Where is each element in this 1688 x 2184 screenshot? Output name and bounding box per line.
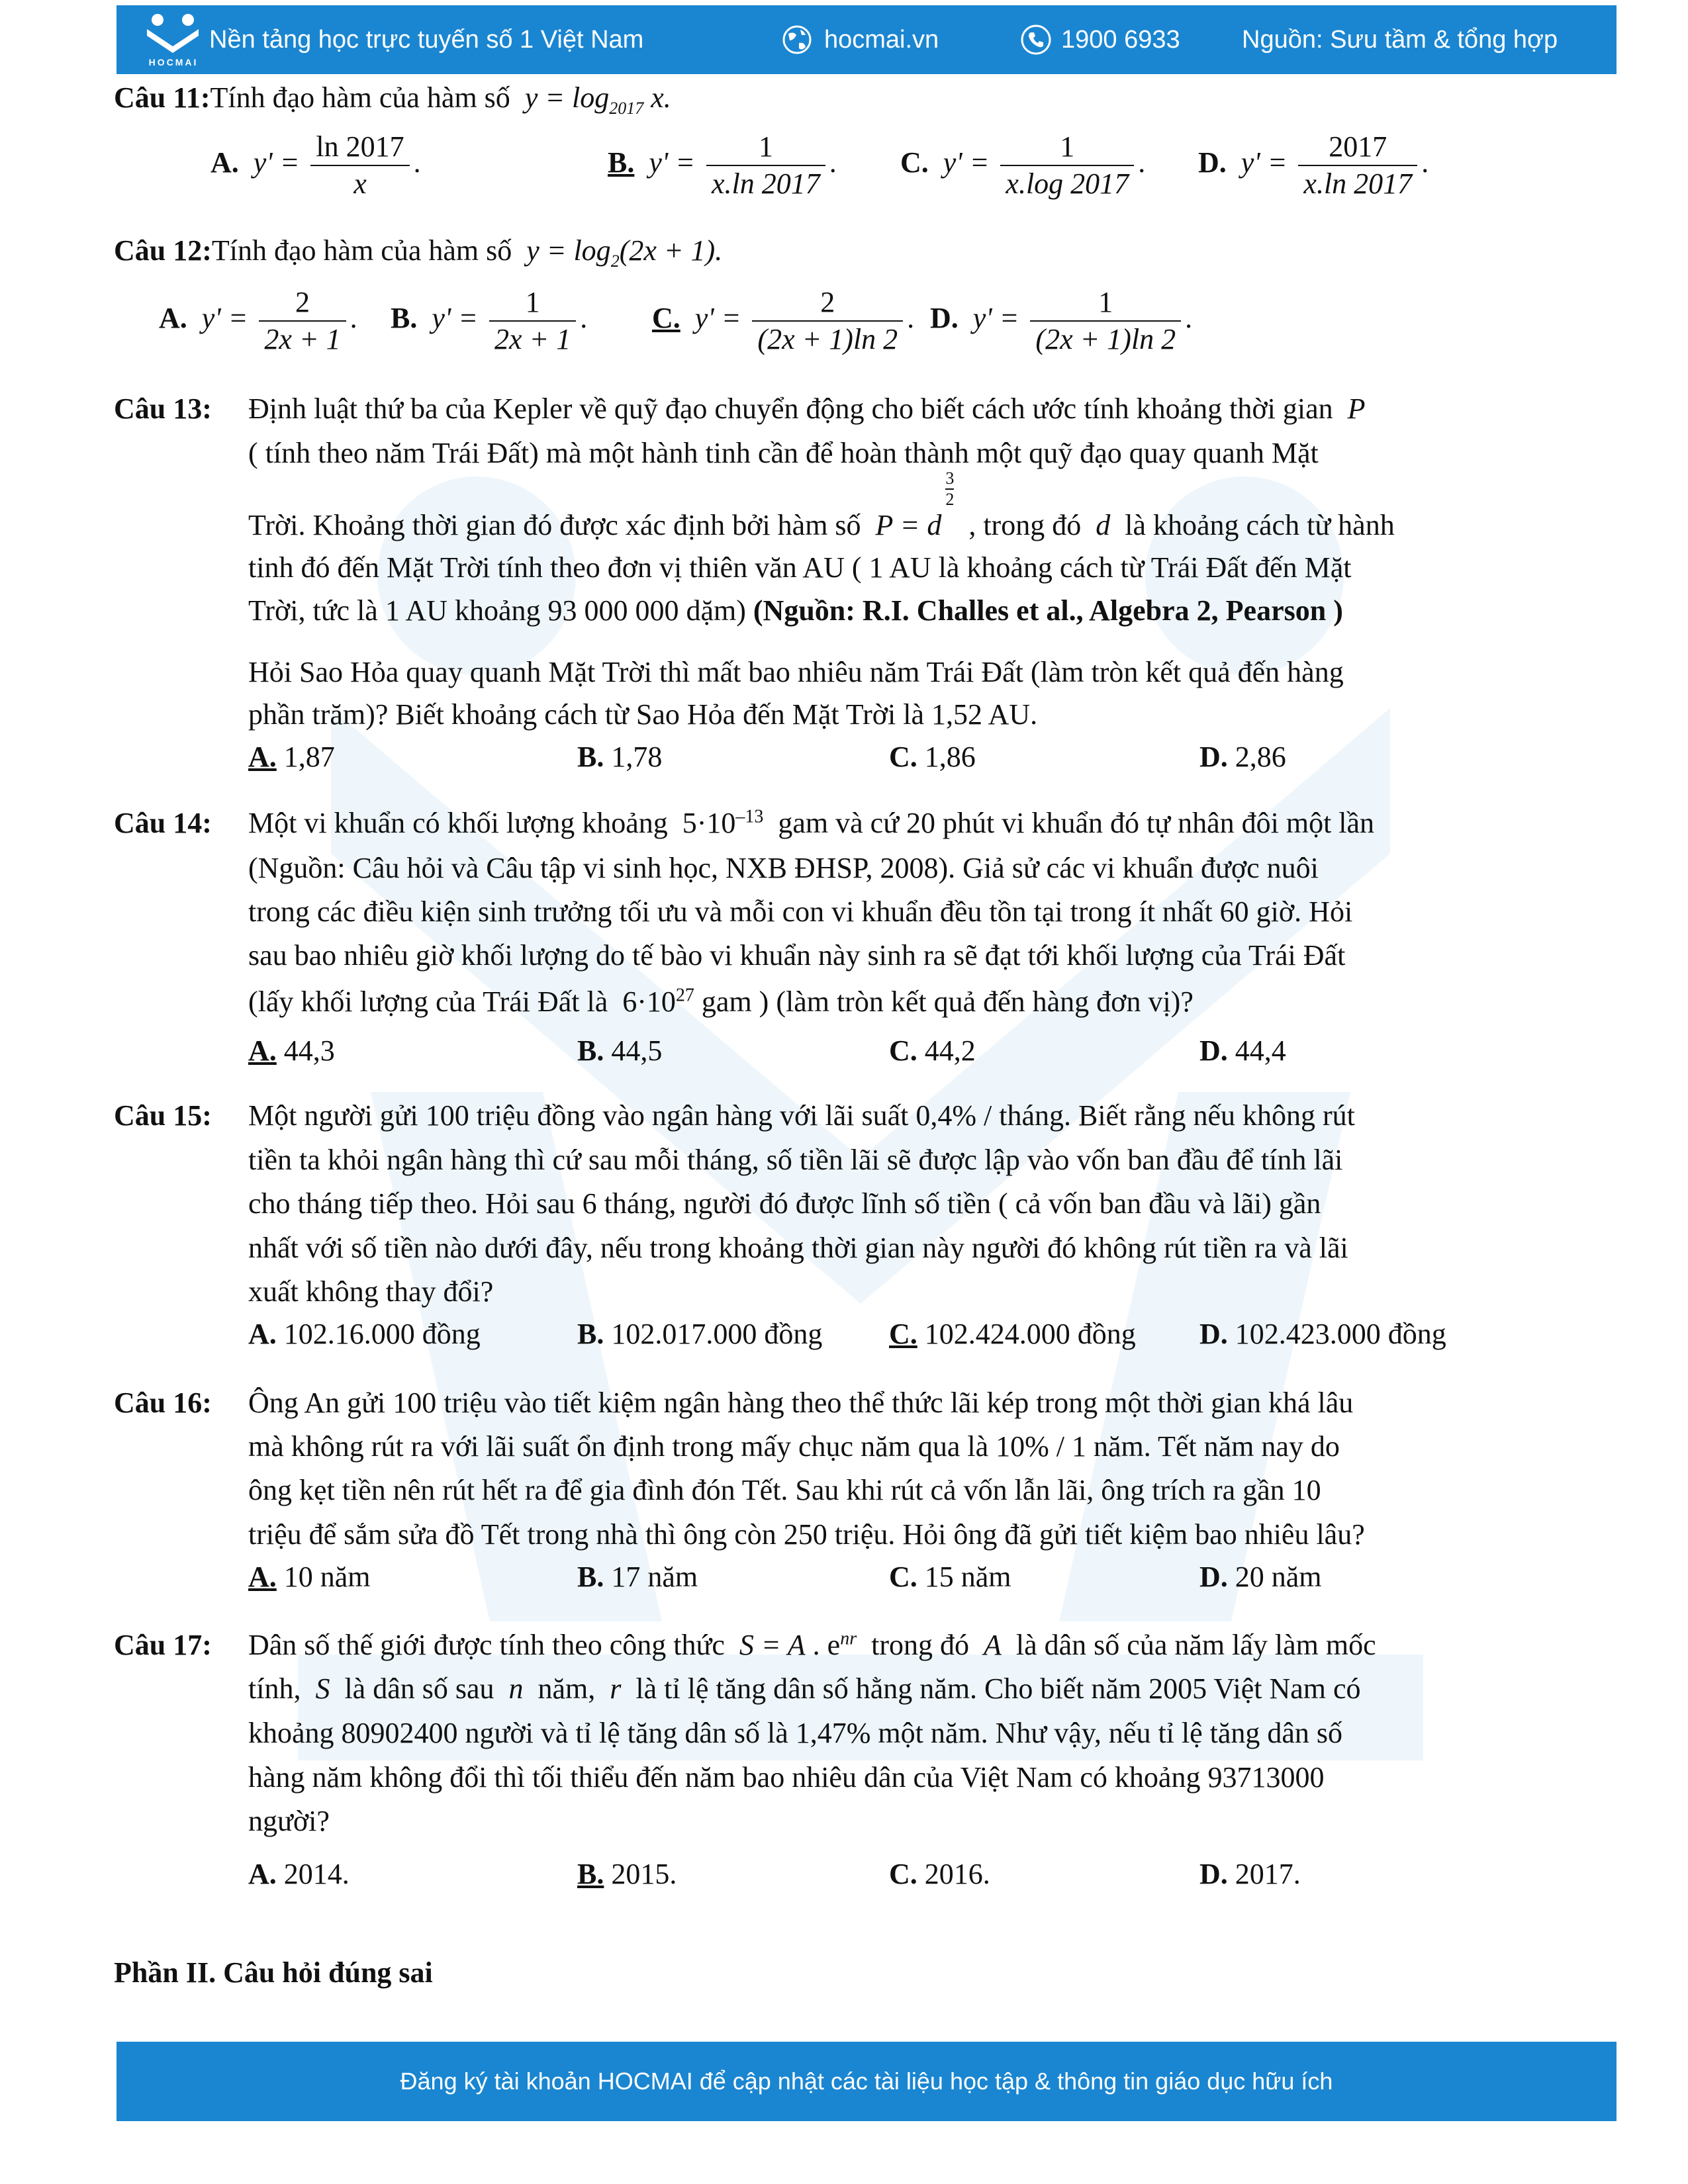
q11-b-lhs: y' = [641, 146, 695, 179]
q13-l1-text: Định luật thứ ba của Kepler về quỹ đạo chuyển động cho biết cách ước tính khoảng thời gian [248, 392, 1333, 425]
q13-var-d: d [1088, 509, 1118, 541]
q13-option-c[interactable] [889, 740, 976, 774]
q13-d-value: 2,86 [1235, 741, 1286, 773]
q11-b-den: x.ln 2017 [712, 167, 820, 200]
q14-earth-mass: $6\cdot 10^{27}$ [615, 985, 694, 1018]
q13-c-letter: C. [889, 741, 917, 773]
q11-d-letter: D. [1198, 146, 1227, 179]
q17-d-value: 2017. [1235, 1858, 1301, 1890]
q17-option-a[interactable] [248, 1857, 350, 1891]
q12-text: Tính đạo hàm của hàm số [211, 234, 512, 267]
q15-line-4: nhất với số tiền nào dưới đây, nếu trong khoảng thời gian này người đó không rút tiền ra và lãi [248, 1232, 1348, 1264]
q14-option-b[interactable] [577, 1034, 662, 1068]
q15-d-value: 102.423.000 đồng [1235, 1318, 1446, 1350]
q16-a-value: 10 năm [283, 1561, 371, 1593]
q11-b-letter: B. [608, 146, 635, 179]
q11-d-frac [1298, 129, 1417, 202]
q11-b-num: 1 [706, 129, 825, 166]
q13-option-b[interactable] [577, 740, 662, 774]
q17-b-value: 2015. [611, 1858, 677, 1890]
q13-line-7: phần trăm)? Biết khoảng cách từ Sao Hỏa đến Mặt Trời là 1,52 AU. [248, 698, 1038, 731]
q11-c-num: 1 [1000, 129, 1134, 166]
q13-var-p: P [1340, 392, 1366, 425]
q11-c-letter: C. [900, 146, 929, 179]
q13-option-a[interactable] [248, 740, 335, 774]
q14-mass: $5\cdot 10^{-13}$ [675, 806, 764, 839]
q17-label [114, 1628, 212, 1662]
q12-b-lhs: y' = [424, 302, 478, 335]
q17-l2a-text: tính, [248, 1672, 301, 1705]
q14-label [114, 806, 212, 840]
q16-line-3: ông kẹt tiền nên rút hết ra để gia đình đón Tết. Sau khi rút cả vốn lẫn lãi, ông trích ra gần 10 [248, 1474, 1321, 1506]
q12-d-lhs: y' = [965, 302, 1019, 335]
q13-a-letter: A. [248, 741, 277, 773]
q16-line-4: triệu để sắm sửa đồ Tết trong nhà thì ông còn 250 triệu. Hỏi ông đã gửi tiết kiệm bao nhiêu lâu? [248, 1518, 1365, 1551]
q12-a-den: 2x + 1 [264, 323, 341, 355]
footer-banner[interactable] [117, 2042, 1617, 2121]
q16-c-value: 15 năm [924, 1561, 1011, 1593]
q11-c-den: x.log 2017 [1006, 167, 1129, 200]
source-note: Nguồn: Sưu tầm & tổng hợp [1242, 25, 1558, 54]
q17-c-letter: C. [889, 1858, 917, 1890]
q16-label [114, 1386, 212, 1420]
q15-a-value: 102.16.000 đồng [283, 1318, 481, 1350]
q12-d-num: 1 [1030, 285, 1181, 322]
q17-line-3 [248, 1716, 1342, 1750]
q16-option-b[interactable] [577, 1560, 698, 1594]
q13-l3a-text: Trời. Khoảng thời gian đó được xác định bởi hàm số [248, 509, 861, 541]
q16-c-letter: C. [889, 1561, 917, 1593]
q14-a-letter: A. [248, 1034, 277, 1067]
q14-l5a-text: (lấy khối lượng của Trái Đất là [248, 985, 608, 1018]
q12-d-letter: D. [930, 302, 959, 335]
q17-c-value: 2016. [924, 1858, 990, 1890]
q17-option-b[interactable] [577, 1857, 677, 1891]
q17-l2b-text: là dân số sau [344, 1672, 494, 1705]
q11-c-lhs: y' = [935, 146, 990, 179]
q12-c-letter: C. [652, 302, 680, 335]
q11-option-b[interactable]: B. y' = $\frac{1}{x.\ln 2017}$ . [608, 129, 837, 202]
q14-c-value: 44,2 [924, 1034, 976, 1067]
q16-d-value: 20 năm [1235, 1561, 1322, 1593]
q12-a-num: 2 [259, 285, 346, 322]
q14-b-letter: B. [577, 1034, 604, 1067]
q14-line-4: sau bao nhiêu giờ khối lượng do tế bào vi khuẩn này sinh ra sẽ đạt tới khối lượng của Trái Đất [248, 939, 1346, 972]
q12-a-letter: A. [159, 302, 187, 335]
q13-b-value: 1,78 [611, 741, 663, 773]
q16-b-value: 17 năm [611, 1561, 698, 1593]
q12-d-den: (2x + 1)ln 2 [1035, 323, 1176, 355]
q11-option-d[interactable]: D. y' = $\frac{2017}{x.\ln 2017}$ . [1198, 129, 1429, 202]
q12-b-den: 2x + 1 [494, 323, 571, 355]
q13-line-5 [248, 594, 1343, 627]
q15-option-a[interactable] [248, 1317, 481, 1351]
q17-b-letter: B. [577, 1858, 604, 1890]
q11-a-num: ln 2017 [310, 129, 409, 166]
q12-option-c[interactable]: C. y' = $\frac{2}{(2x + 1)\ln 2}$ . [652, 285, 914, 357]
q12-stem [114, 234, 722, 271]
q13-option-d[interactable] [1199, 740, 1286, 774]
q13-source: (Nguồn: R.I. Challes et al., Algebra 2, Pearson ) [753, 594, 1343, 627]
q14-option-d[interactable] [1199, 1034, 1286, 1068]
website-text: hocmai.vn [824, 25, 939, 54]
q14-line-1 [248, 806, 1374, 840]
q12-c-frac [752, 285, 903, 357]
q13-l3b-text: , trong đó [968, 509, 1082, 541]
q12-c-lhs: y' = [687, 302, 741, 335]
q13-b-letter: B. [577, 741, 604, 773]
q16-b-letter: B. [577, 1561, 604, 1593]
q11-text: Tính đạo hàm của hàm số [210, 81, 510, 114]
q14-l5b-text: gam ) (làm tròn kết quả đến hàng đơn vị)? [701, 985, 1194, 1018]
q14-d-value: 44,4 [1235, 1034, 1286, 1067]
q14-option-c[interactable] [889, 1034, 976, 1068]
q11-b-frac [706, 129, 825, 202]
q15-option-c[interactable] [889, 1317, 1136, 1351]
q14-line-2: (Nguồn: Câu hỏi và Câu tập vi sinh học, NXB ĐHSP, 2008). Giả sử các vi khuẩn được nuôi [248, 852, 1319, 884]
q17-l1c-text: là dân số của năm lấy làm mốc [1015, 1629, 1376, 1661]
q11-a-den: x [353, 167, 367, 200]
q12-c-den: (2x + 1)ln 2 [757, 323, 898, 355]
q11-c-frac [1000, 129, 1134, 202]
q12-c-num: 2 [752, 285, 903, 322]
q17-var-a: A [976, 1629, 1009, 1661]
q12-option-a[interactable]: A. y' = $\frac{2}{2x + 1}$ . [159, 285, 357, 357]
q14-c-letter: C. [889, 1034, 917, 1067]
q15-option-d[interactable] [1199, 1317, 1446, 1351]
q14-line-5 [248, 985, 1194, 1019]
q16-option-a[interactable] [248, 1560, 371, 1594]
q11-stem [114, 81, 671, 118]
q17-d-letter: D. [1199, 1858, 1228, 1890]
q12-d-frac [1030, 285, 1181, 357]
q11-option-c[interactable]: C. y' = $\frac{1}{x.\log 2017}$ . [900, 129, 1145, 202]
q13-line-2: ( tính theo năm Trái Đất) mà một hành tinh cần để hoàn thành một quỹ đạo quay quanh Mặt [248, 437, 1319, 469]
q12-label: Câu 12: [114, 234, 212, 267]
q14-line-3: trong các điều kiện sinh trưởng tối ưu và mỗi con vi khuẩn đều tồn tại trong ít nhất 60 giờ. Hỏi [248, 895, 1353, 928]
q14-d-letter: D. [1199, 1034, 1228, 1067]
q17-line-4: hàng năm không đổi thì tối thiểu đến năm bao nhiêu dân của Việt Nam có khoảng 93713000 [248, 1761, 1325, 1794]
section-title: Phần II. Câu hỏi đúng sai [114, 1956, 433, 1989]
q15-rate: 0,4% / [915, 1099, 992, 1132]
q15-a-letter: A. [248, 1318, 277, 1350]
q11-a-letter: A. [211, 146, 239, 179]
tagline: Nền tảng học trực tuyến số 1 Việt Nam [209, 25, 644, 54]
q15-d-letter: D. [1199, 1318, 1228, 1350]
q13-line-1 [248, 392, 1366, 426]
q12-a-lhs: y' = [194, 302, 248, 335]
q11-d-den: x.ln 2017 [1303, 167, 1413, 200]
q15-option-b[interactable] [577, 1317, 822, 1351]
q17-l1b-text: trong đó [871, 1629, 969, 1661]
q16-d-letter: D. [1199, 1561, 1228, 1593]
q11-function: $y = \log_{2017} x$. [517, 81, 671, 118]
q17-l3a-text: khoảng 80902400 người và tỉ lệ tăng dân số là [248, 1717, 788, 1749]
q12-option-b[interactable]: B. y' = $\frac{1}{2x + 1}$ . [391, 285, 587, 357]
q12-b-frac [489, 285, 576, 357]
q11-label: Câu 11: [114, 81, 211, 114]
q12-b-letter: B. [391, 302, 418, 335]
q17-option-d[interactable] [1199, 1857, 1301, 1891]
q15-b-letter: B. [577, 1318, 604, 1350]
q16-option-c[interactable] [889, 1560, 1011, 1594]
q17-l2c-text: năm, [538, 1672, 596, 1705]
q17-line-1 [248, 1628, 1376, 1662]
q14-a-value: 44,3 [283, 1034, 335, 1067]
q17-var-n: n [501, 1672, 531, 1705]
q16-line-2: mà không rút ra với lãi suất ổn định trong mấy chục năm qua là 10% / 1 năm. Tết năm nay do [248, 1430, 1340, 1463]
q14-label-text: Câu 14: [114, 807, 212, 839]
q13-line-3 [248, 469, 1395, 542]
q17-a-letter: A. [248, 1858, 277, 1890]
q14-l1a-text: Một vi khuẩn có khối lượng khoảng [248, 807, 668, 839]
q13-c-value: 1,86 [924, 741, 976, 773]
q15-line-1 [248, 1099, 1355, 1132]
q17-var-r: r [602, 1672, 629, 1705]
q15-label-text: Câu 15: [114, 1099, 212, 1132]
q12-option-d[interactable]: D. y' = $\frac{1}{(2x + 1)\ln 2}$ . [930, 285, 1192, 357]
q12-function: $y = \log_2(2x + 1)$. [519, 234, 723, 271]
q15-c-letter: C. [889, 1318, 917, 1350]
q16-option-d[interactable] [1199, 1560, 1322, 1594]
q17-l1a-text: Dân số thế giới được tính theo công thức [248, 1629, 725, 1661]
q16-a-letter: A. [248, 1561, 277, 1593]
q15-c-value: 102.424.000 đồng [924, 1318, 1136, 1350]
q17-option-c[interactable] [889, 1857, 990, 1891]
q13-label: Câu 13: [114, 392, 212, 425]
q17-l3c-text: một năm. Như vậy, nếu tỉ lệ tăng dân số [878, 1717, 1343, 1749]
q11-a-lhs: y' = [246, 146, 300, 179]
q14-l1b-text: gam và cứ 20 phút vi khuẩn đó tự nhân đôi một lần [778, 807, 1375, 839]
q13-line-6: Hỏi Sao Hỏa quay quanh Mặt Trời thì mất bao nhiêu năm Trái Đất (làm tròn kết quả đến hàng [248, 656, 1344, 688]
q13-l5-text: Trời, tức là 1 AU khoảng 93 000 000 dặm) [248, 594, 746, 627]
q16-label-text: Câu 16: [114, 1387, 212, 1419]
q14-b-value: 44,5 [611, 1034, 663, 1067]
q17-formula-exp: . $e^{nr}$ [805, 1628, 857, 1661]
q17-line-2 [248, 1672, 1361, 1706]
q15-label [114, 1099, 212, 1132]
q15-l1c-text: tháng. Biết rằng nếu không rút [999, 1099, 1355, 1132]
q12-b-num: 1 [489, 285, 576, 322]
q11-option-a[interactable]: A. y' = $\frac{\ln 2017}{x}$ . [211, 129, 421, 202]
q12-a-frac [259, 285, 346, 357]
q11-d-num: 2017 [1298, 129, 1417, 166]
q17-formula: S = A [731, 1629, 806, 1661]
q13-formula: P = d $\frac{3}{2}$ [868, 469, 955, 541]
logo-text: HOCMAI [148, 57, 199, 68]
q17-line-5: người? [248, 1805, 330, 1837]
q11-d-lhs: y' = [1233, 146, 1288, 179]
q15-line-2: tiền ta khỏi ngân hàng thì cứ sau mỗi tháng, số tiền lãi sẽ được lập vào vốn ban đầu để tính lãi [248, 1144, 1343, 1176]
q15-line-3: cho tháng tiếp theo. Hỏi sau 6 tháng, người đó được lĩnh số tiền ( cả vốn ban đầu và lãi) gần [248, 1187, 1321, 1220]
q17-l2d-text: là tỉ lệ tăng dân số hằng năm. Cho biết năm 2005 Việt Nam có [635, 1672, 1361, 1705]
q13-l3c-text: là khoảng cách từ hành [1125, 509, 1395, 541]
q15-l1a-text: Một người gửi 100 triệu đồng vào ngân hàng với lãi suất [248, 1099, 909, 1132]
footer-text: Đăng ký tài khoản HOCMAI để cập nhật các tài liệu học tập & thông tin giáo dục hữu ích [400, 2068, 1333, 2095]
q13-d-letter: D. [1199, 741, 1228, 773]
q17-a-value: 2014. [283, 1858, 350, 1890]
q15-line-5: xuất không thay đổi? [248, 1275, 494, 1308]
q11-a-frac [310, 129, 409, 202]
phone-text: 1900 6933 [1061, 25, 1180, 54]
q14-option-a[interactable] [248, 1034, 335, 1068]
q15-b-value: 102.017.000 đồng [611, 1318, 823, 1350]
q17-label-text: Câu 17: [114, 1629, 212, 1661]
q16-line-1: Ông An gửi 100 triệu vào tiết kiệm ngân hàng theo thể thức lãi kép trong một thời gian khá lâu [248, 1387, 1354, 1419]
q17-var-s: S [308, 1672, 338, 1705]
q13-a-value: 1,87 [283, 741, 335, 773]
q17-rate: 1,47% [795, 1717, 871, 1749]
q13-line-4: tinh đó đến Mặt Trời tính theo đơn vị thiên văn AU ( 1 AU là khoảng cách từ Trái Đất đến Mặt [248, 551, 1352, 584]
